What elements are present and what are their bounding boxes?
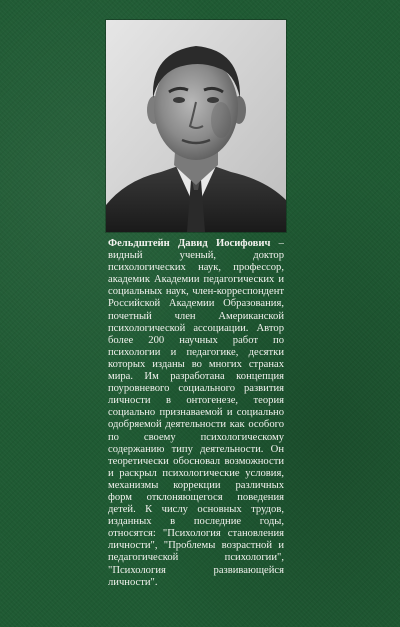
author-name: Фельдштейн Давид Иосифович <box>108 238 271 249</box>
author-bio <box>108 238 284 589</box>
author-bio-text: – видный ученый, доктор психологических наук, профессор, академик Академии педагогических и социальных наук, член-корреспондент Российской Академии Образования, почетный член Американской психологической ассоциации. Автор более 200 научных работ по психологии и педагогике, десятки которых изданы во многих странах мира. Им разработана концепция поуровневого социального развития личности в онтогенезе, теория социально признаваемой и социально одобряемой деятельности как особого по своему психологическому содержанию типу деятельности. Он теоретически обосновал возможности и раскрыл психологические условия, механизмы коррекции различных форм отклоняющегося поведения детей. К числу основных трудов, изданных в последние годы, относятся: "Психология становления личности", "Проблемы возрастной и педагогической психологии", "Психология развивающейся личности". <box>108 238 284 588</box>
author-portrait-photo <box>106 20 286 232</box>
